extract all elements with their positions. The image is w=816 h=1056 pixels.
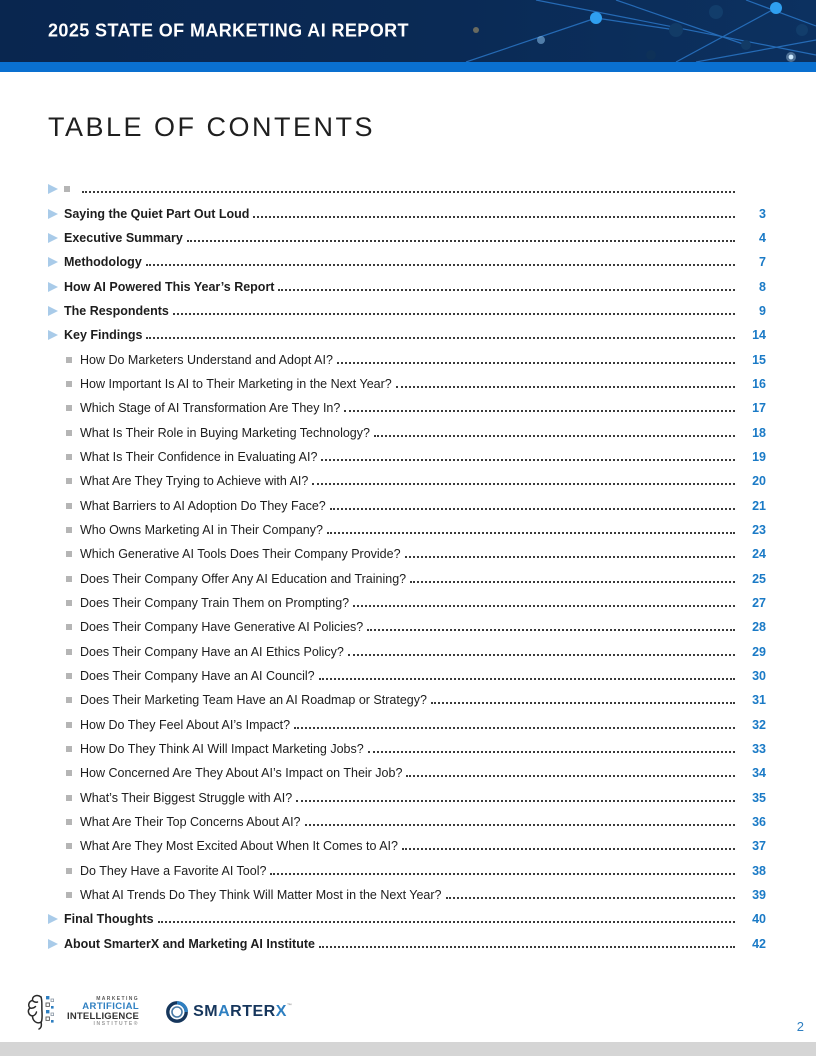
bottom-bar: [0, 1042, 816, 1056]
footer-logos: [26, 992, 292, 1032]
toc-row[interactable]: [48, 834, 766, 858]
triangle-bullet-icon: [48, 306, 58, 316]
triangle-bullet-icon: [48, 233, 58, 243]
square-bullet-icon: [66, 405, 72, 411]
toc-entry-label: Does Their Marketing Team Have an AI Roadmap or Strategy?: [80, 693, 427, 708]
toc-entry-page: 17: [752, 401, 766, 416]
square-bullet-icon: [66, 868, 72, 874]
toc-entry-label: What’s Their Biggest Struggle with AI?: [80, 790, 293, 805]
toc-row[interactable]: [48, 664, 766, 688]
dotted-leader: [396, 386, 735, 388]
toc-entry-page: 25: [752, 571, 766, 586]
toc-entry-label: How Do They Feel About AI’s Impact?: [80, 717, 291, 732]
toc-entry-page: 20: [752, 474, 766, 489]
toc-entry-page: 19: [752, 449, 766, 464]
toc-entry-page: 28: [752, 620, 766, 635]
toc-entry-page: 37: [752, 839, 766, 854]
toc-entry-label: Do They Have a Favorite AI Tool?: [80, 863, 267, 878]
toc-entry-label: Final Thoughts: [64, 912, 154, 927]
toc-row[interactable]: [48, 883, 766, 907]
toc-entry-page: 36: [752, 815, 766, 830]
dotted-leader: [319, 946, 735, 948]
dotted-leader: [294, 727, 735, 729]
dotted-leader: [270, 873, 735, 875]
toc-row[interactable]: [48, 372, 766, 396]
toc-entry-label: Executive Summary: [64, 230, 183, 245]
square-bullet-icon: [66, 795, 72, 801]
toc-entry-page: 34: [752, 766, 766, 781]
dotted-leader: [146, 264, 735, 266]
toc-entry-page: 32: [752, 717, 766, 732]
toc-row[interactable]: [48, 859, 766, 883]
toc-entry-label: The Respondents: [64, 303, 169, 318]
mai-word-institute: INSTITUTE®: [93, 1020, 140, 1027]
triangle-bullet-icon: [48, 257, 58, 267]
dotted-leader: [410, 581, 735, 583]
header-accent-strip: [0, 62, 816, 72]
toc-entry-page: 27: [752, 596, 766, 611]
dotted-leader: [353, 605, 735, 607]
square-bullet-icon: [66, 600, 72, 606]
toc-row[interactable]: [48, 201, 766, 225]
smarterx-logo: [165, 1000, 292, 1024]
toc-entry-label: Saying the Quiet Part Out Loud: [64, 206, 250, 221]
mai-word-marketing: MARKETING: [96, 995, 140, 1002]
trademark-symbol: ™: [286, 1003, 293, 1009]
smarterx-wordmark: SMARTERX™: [193, 1003, 293, 1020]
toc-row[interactable]: [48, 469, 766, 493]
toc-entry-page: 29: [752, 644, 766, 659]
toc-row[interactable]: [48, 396, 766, 420]
toc-row[interactable]: [48, 567, 766, 591]
toc-row[interactable]: [48, 713, 766, 737]
toc-entry-label: Does Their Company Train Them on Prompting?: [80, 596, 350, 611]
toc-entry-label: Does Their Company Have an AI Ethics Policy?: [80, 644, 344, 659]
toc-entry-page: 39: [752, 888, 766, 903]
toc-entry-label: How Concerned Are They About AI’s Impact on Their Job?: [80, 766, 403, 781]
toc-row[interactable]: [48, 907, 766, 931]
report-title: 2025 STATE OF MARKETING AI REPORT: [48, 20, 409, 41]
brain-circuit-icon: [26, 992, 64, 1032]
square-bullet-icon: [66, 454, 72, 460]
toc-row[interactable]: [48, 274, 766, 298]
toc-entry-page: 18: [752, 425, 766, 440]
toc-entry-page: 16: [752, 376, 766, 391]
toc-row[interactable]: [48, 932, 766, 956]
marketing-ai-institute-logo: [26, 992, 139, 1032]
square-bullet-icon: [64, 186, 70, 192]
toc-entry-page: 23: [752, 522, 766, 537]
toc-entry-label: Does Their Company Have Generative AI Policies?: [80, 620, 364, 635]
toc-entry-page: 9: [759, 303, 766, 318]
toc-entry-label: How Important Is AI to Their Marketing in the Next Year?: [80, 376, 392, 391]
square-bullet-icon: [66, 746, 72, 752]
square-bullet-icon: [66, 357, 72, 363]
dotted-leader: [402, 848, 735, 850]
dotted-leader: [146, 337, 735, 339]
toc-entry-page: 15: [752, 352, 766, 367]
dotted-leader: [312, 483, 735, 485]
toc-entry-label: Who Owns Marketing AI in Their Company?: [80, 522, 323, 537]
toc-entry-label: Key Findings: [64, 328, 143, 343]
toc-entry-label: Does Their Company Have an AI Council?: [80, 669, 315, 684]
toc-entry-label: What Is Their Confidence in Evaluating AI?: [80, 449, 318, 464]
dotted-leader: [431, 702, 735, 704]
toc-entry-page: 35: [752, 790, 766, 805]
square-bullet-icon: [66, 673, 72, 679]
toc-entry-label: What AI Trends Do They Think Will Matter Most in the Next Year?: [80, 888, 442, 903]
toc-row[interactable]: [48, 542, 766, 566]
dotted-leader: [348, 654, 735, 656]
toc-entry-page: 8: [759, 279, 766, 294]
toc-row[interactable]: [48, 250, 766, 274]
toc-entry-label: Does Their Company Offer Any AI Education and Training?: [80, 571, 407, 586]
square-bullet-icon: [66, 624, 72, 630]
dotted-leader: [82, 191, 735, 193]
dotted-leader: [321, 459, 735, 461]
toc-row[interactable]: [48, 640, 766, 664]
square-bullet-icon: [66, 770, 72, 776]
triangle-bullet-icon: [48, 914, 58, 924]
toc-row[interactable]: [48, 591, 766, 615]
dotted-leader: [330, 508, 735, 510]
page-title: TABLE OF CONTENTS: [48, 112, 376, 142]
triangle-bullet-icon: [48, 939, 58, 949]
toc-entry-label: About SmarterX and Marketing AI Institute: [64, 936, 315, 951]
dotted-leader: [305, 824, 735, 826]
toc-row[interactable]: [48, 786, 766, 810]
toc-entry-page: 31: [752, 693, 766, 708]
dotted-leader: [187, 240, 735, 242]
mai-word-artificial: ARTIFICIAL: [82, 1001, 140, 1013]
toc-row[interactable]: [48, 347, 766, 371]
toc-entry-page: 33: [752, 742, 766, 757]
footer-page-number: 2: [796, 1019, 804, 1034]
toc-row[interactable]: [48, 810, 766, 834]
header-banner: [0, 0, 816, 62]
toc-row[interactable]: [48, 226, 766, 250]
dotted-leader: [374, 435, 735, 437]
toc-row[interactable]: [48, 761, 766, 785]
toc-entry-page: 4: [759, 230, 766, 245]
square-bullet-icon: [66, 381, 72, 387]
toc-row[interactable]: [48, 299, 766, 323]
square-bullet-icon: [66, 576, 72, 582]
toc-entry-page: 7: [759, 255, 766, 270]
triangle-bullet-icon: [48, 184, 58, 194]
square-bullet-icon: [66, 843, 72, 849]
dotted-leader: [173, 313, 735, 315]
marketing-ai-institute-wordmark: [67, 997, 139, 1027]
toc-row[interactable]: [48, 420, 766, 444]
toc-entry-page: 24: [752, 547, 766, 562]
toc-entry-page: 30: [752, 669, 766, 684]
square-bullet-icon: [66, 892, 72, 898]
toc-entry-label: What Are They Trying to Achieve with AI?: [80, 474, 309, 489]
dotted-leader: [368, 751, 735, 753]
triangle-bullet-icon: [48, 282, 58, 292]
dotted-leader: [367, 629, 735, 631]
circuit-pattern-decoration: [446, 0, 816, 62]
square-bullet-icon: [66, 697, 72, 703]
toc-entry-page: 40: [752, 912, 766, 927]
dotted-leader: [278, 289, 735, 291]
toc-entry-page: 14: [752, 328, 766, 343]
toc-entry-label: What Barriers to AI Adoption Do They Face?: [80, 498, 326, 513]
mai-word-intelligence: INTELLIGENCE: [67, 1011, 140, 1022]
toc-row[interactable]: [48, 518, 766, 542]
toc-row[interactable]: [48, 615, 766, 639]
toc-entry-label: Which Generative AI Tools Does Their Company Provide?: [80, 547, 401, 562]
toc-list: [48, 177, 766, 956]
toc-entry-label: How Do They Think AI Will Impact Marketing Jobs?: [80, 742, 364, 757]
toc-entry-page: 3: [759, 206, 766, 221]
triangle-bullet-icon: [48, 330, 58, 340]
square-bullet-icon: [66, 430, 72, 436]
dotted-leader: [337, 362, 735, 364]
toc-entry-label: Which Stage of AI Transformation Are They In?: [80, 401, 341, 416]
toc-row[interactable]: [48, 493, 766, 517]
toc-row[interactable]: [48, 177, 766, 201]
toc-entry-page: 21: [752, 498, 766, 513]
toc-entry-label: How Do Marketers Understand and Adopt AI?: [80, 352, 333, 367]
toc-row[interactable]: [48, 323, 766, 347]
square-bullet-icon: [66, 722, 72, 728]
square-bullet-icon: [66, 478, 72, 484]
toc-entry-label: What Are They Most Excited About When It Comes to AI?: [80, 839, 398, 854]
toc-entry-label: What Are Their Top Concerns About AI?: [80, 815, 301, 830]
square-bullet-icon: [66, 649, 72, 655]
dotted-leader: [253, 216, 735, 218]
dotted-leader: [406, 775, 735, 777]
toc-row[interactable]: [48, 737, 766, 761]
dotted-leader: [405, 556, 735, 558]
square-bullet-icon: [66, 527, 72, 533]
toc-entry-label: Methodology: [64, 255, 142, 270]
dotted-leader: [158, 921, 735, 923]
triangle-bullet-icon: [48, 209, 58, 219]
dotted-leader: [319, 678, 735, 680]
dotted-leader: [327, 532, 735, 534]
square-bullet-icon: [66, 551, 72, 557]
toc-entry-page: 42: [752, 936, 766, 951]
smarterx-ring-icon: [165, 1000, 189, 1024]
toc-row[interactable]: [48, 445, 766, 469]
toc-entry-page: 38: [752, 863, 766, 878]
toc-entry-label: What Is Their Role in Buying Marketing Technology?: [80, 425, 370, 440]
square-bullet-icon: [66, 819, 72, 825]
toc-row[interactable]: [48, 688, 766, 712]
square-bullet-icon: [66, 503, 72, 509]
toc-entry-label: How AI Powered This Year’s Report: [64, 279, 275, 294]
dotted-leader: [296, 800, 735, 802]
dotted-leader: [446, 897, 736, 899]
dotted-leader: [344, 410, 735, 412]
